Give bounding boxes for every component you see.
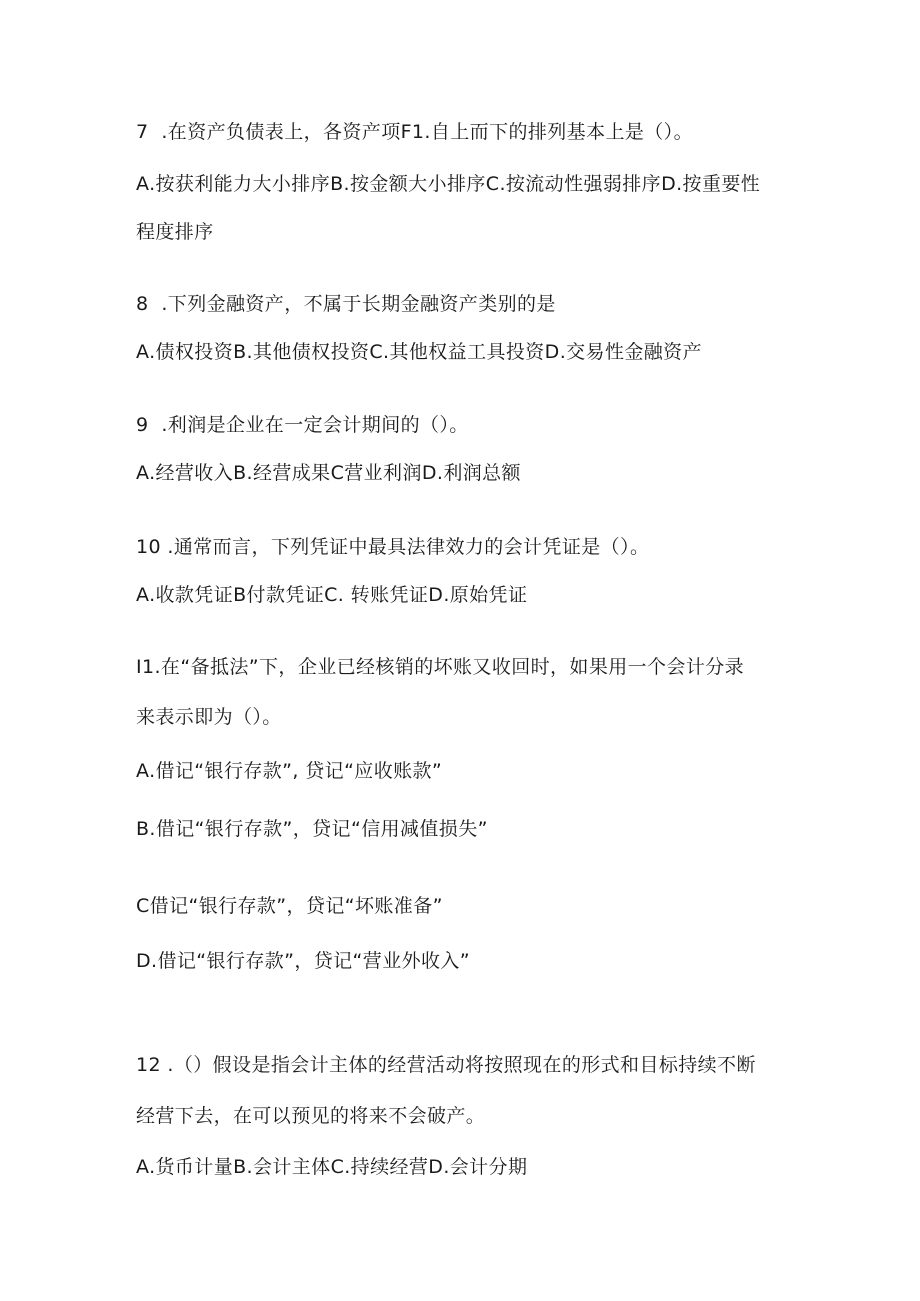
question-11-option-a: A.借记“银行存款”, 贷记“应收账款”: [136, 760, 443, 782]
question-11-stem-cont: 来表示即为（）。: [136, 706, 282, 728]
question-11-option-d: D.借记“银行存款”，贷记“营业外收入”: [136, 950, 471, 972]
question-11-stem: I1.在“备抵法”下，企业已经核销的坏账又收回时，如果用一个会计分录: [136, 656, 745, 678]
question-11-option-c: C借记“银行存款”，贷记“坏账准备”: [136, 895, 443, 917]
question-11-option-b: B.借记“银行存款”，贷记“信用减值损失”: [136, 818, 488, 840]
question-10-options: A.收款凭证B付款凭证C. 转账凭证D.原始凭证: [136, 584, 528, 606]
question-12-stem-cont: 经营下去，在可以预见的将来不会破产。: [136, 1105, 486, 1127]
question-7-options: A.按获利能力大小排序B.按金额大小排序C.按流动性强弱排序D.按重要性: [136, 173, 761, 195]
question-8-options: A.债权投资B.其他债权投资C.其他权益工具投资D.交易性金融资产: [136, 341, 702, 363]
question-12-options: A.货币计量B.会计主体C.持续经营D.会计分期: [136, 1156, 528, 1178]
question-8-stem: 8 .下列金融资产，不属于长期金融资产类别的是: [136, 293, 556, 315]
question-10-stem: 10 .通常而言，下列凭证中最具法律效力的会计凭证是（）。: [136, 536, 650, 558]
question-7-stem: 7 .在资产负债表上，各资产项F1.自上而下的排列基本上是（）。: [136, 121, 693, 143]
question-9-options: A.经营收入B.经营成果C营业利润D.利润总额: [136, 462, 521, 484]
question-7-options-cont: 程度排序: [136, 221, 214, 243]
question-9-stem: 9 .利润是企业在一定会计期间的（）。: [136, 414, 469, 436]
question-12-stem: 12 .（）假设是指会计主体的经营活动将按照现在的形式和目标持续不断: [136, 1054, 756, 1076]
